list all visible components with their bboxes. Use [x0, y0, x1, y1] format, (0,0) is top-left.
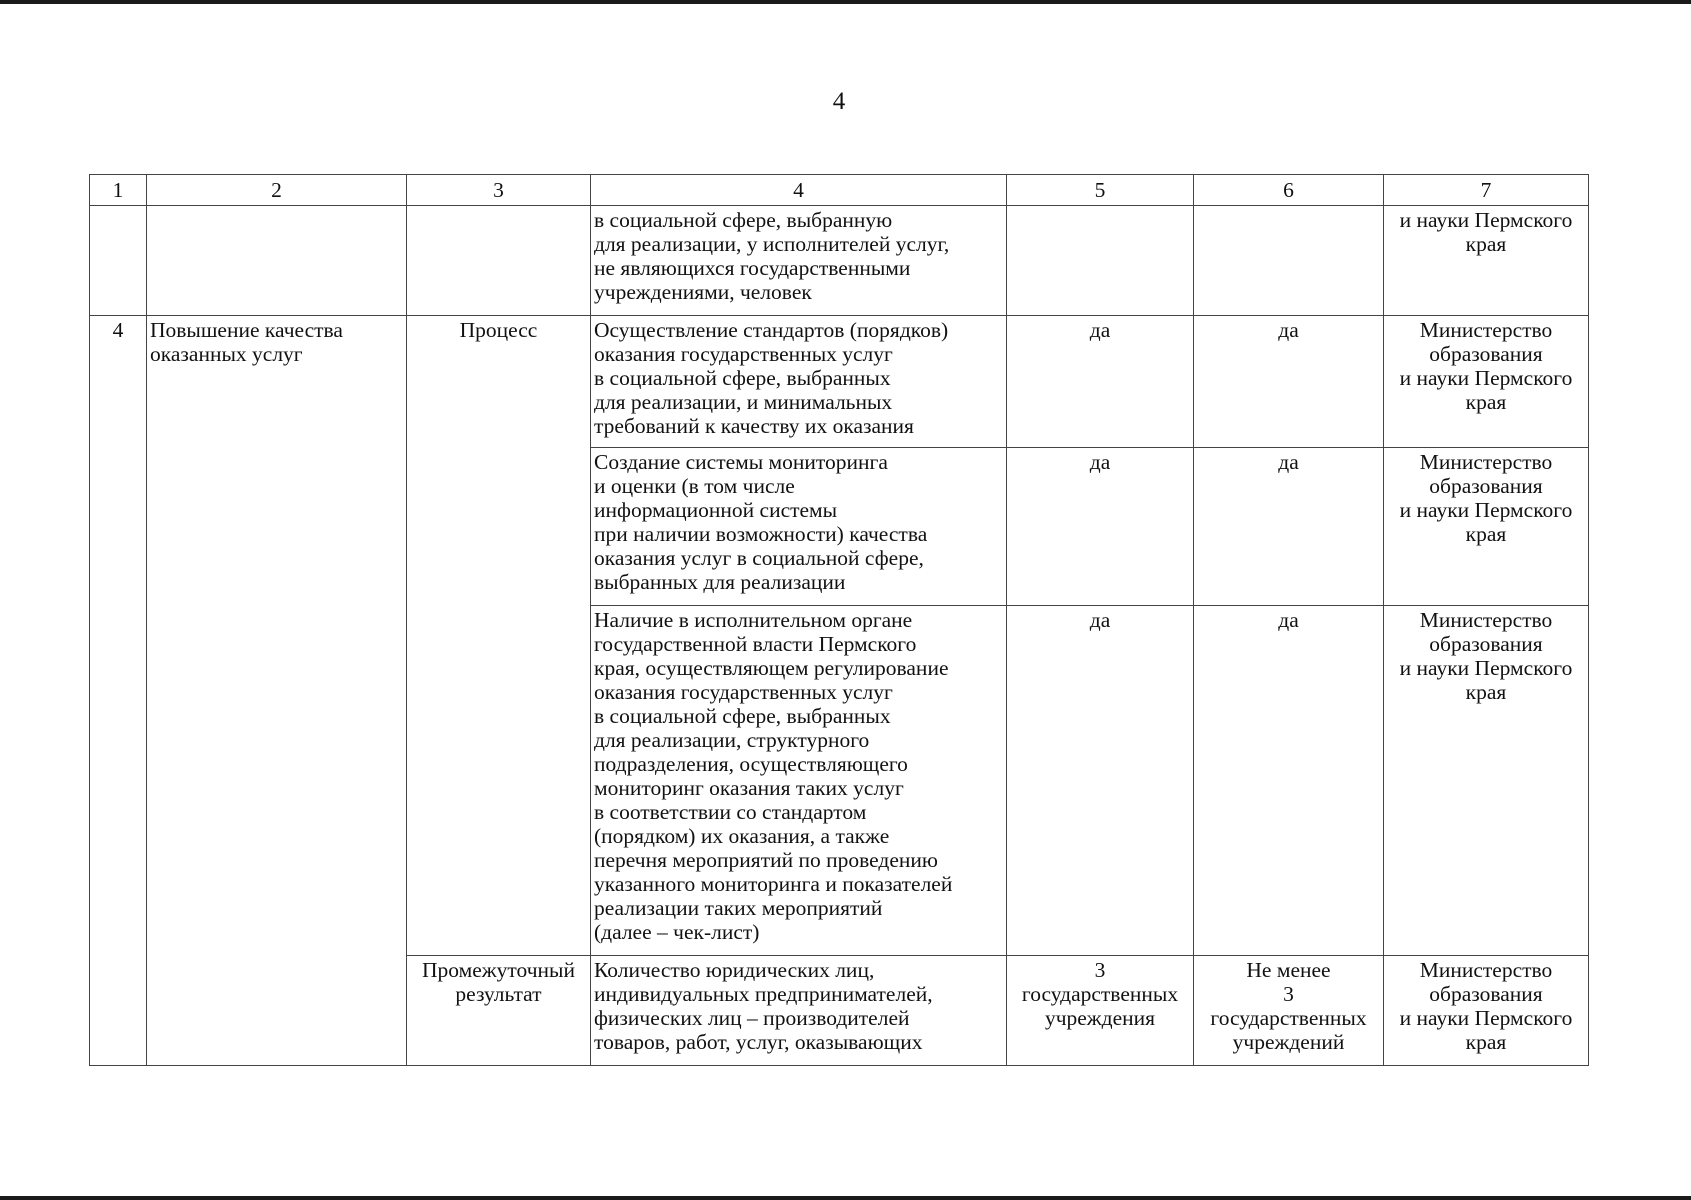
indicator-cell: Осуществление стандартов (порядков) оказания государственных услуг в социальной сфере, выбранных для реализации, и минимальных требований к качеству их оказания	[591, 316, 1007, 448]
column-header: 5	[1007, 175, 1194, 206]
cell-empty	[90, 206, 147, 316]
type-cell-process: Процесс	[407, 316, 591, 956]
table-header-row	[90, 175, 1589, 206]
value-cell-col5: 3 государственных учреждения	[1007, 956, 1194, 1066]
cell-empty	[1194, 206, 1384, 316]
column-header: 1	[90, 175, 147, 206]
value-cell-col5: да	[1007, 316, 1194, 448]
indicator-cell: в социальной сфере, выбранную для реализации, у исполнителей услуг, не являющихся государственными учреждениями, человек	[591, 206, 1007, 316]
indicator-cell: Наличие в исполнительном органе государственной власти Пермского края, осуществляющем регулирование оказания государственных услуг в социальной сфере, выбранных для реализации, структурного подразделения, осуществляющего мониторинг оказания таких услуг в соответствии со стандартом (порядком) их оказания, а также перечня мероприятий по проведению указанного мониторинга и показателей реализации таких мероприятий (далее – чек-лист)	[591, 606, 1007, 956]
column-header: 6	[1194, 175, 1384, 206]
indicator-cell: Количество юридических лиц, индивидуальных предпринимателей, физических лиц – производителей товаров, работ, услуг, оказывающих	[591, 956, 1007, 1066]
responsible-cell: Министерство образования и науки Пермского края	[1384, 606, 1589, 956]
row-number-cell: 4	[90, 316, 147, 1066]
table-row-continuation	[90, 206, 1589, 316]
cell-empty	[407, 206, 591, 316]
task-cell: Повышение качества оказанных услуг	[147, 316, 407, 1066]
page-number: 4	[832, 88, 846, 115]
document-table	[89, 174, 1589, 1066]
cell-empty	[1007, 206, 1194, 316]
column-header: 7	[1384, 175, 1589, 206]
column-header: 3	[407, 175, 591, 206]
value-cell-col5: да	[1007, 448, 1194, 606]
scan-bottom-edge	[0, 1196, 1691, 1200]
responsible-cell: Министерство образования и науки Пермского края	[1384, 316, 1589, 448]
value-cell-col5: да	[1007, 606, 1194, 956]
value-cell-col6: да	[1194, 316, 1384, 448]
value-cell-col6: Не менее 3 государственных учреждений	[1194, 956, 1384, 1066]
cell-empty	[147, 206, 407, 316]
responsible-cell: Министерство образования и науки Пермского края	[1384, 956, 1589, 1066]
responsible-cell: и науки Пермского края	[1384, 206, 1589, 316]
column-header: 4	[591, 175, 1007, 206]
scan-top-edge	[0, 0, 1691, 4]
indicator-cell: Создание системы мониторинга и оценки (в том числе информационной системы при наличии возможности) качества оказания услуг в социальной сфере, выбранных для реализации	[591, 448, 1007, 606]
responsible-cell: Министерство образования и науки Пермского края	[1384, 448, 1589, 606]
type-cell-interim: Промежуточный результат	[407, 956, 591, 1066]
table-row	[90, 316, 1589, 448]
column-header: 2	[147, 175, 407, 206]
value-cell-col6: да	[1194, 606, 1384, 956]
value-cell-col6: да	[1194, 448, 1384, 606]
